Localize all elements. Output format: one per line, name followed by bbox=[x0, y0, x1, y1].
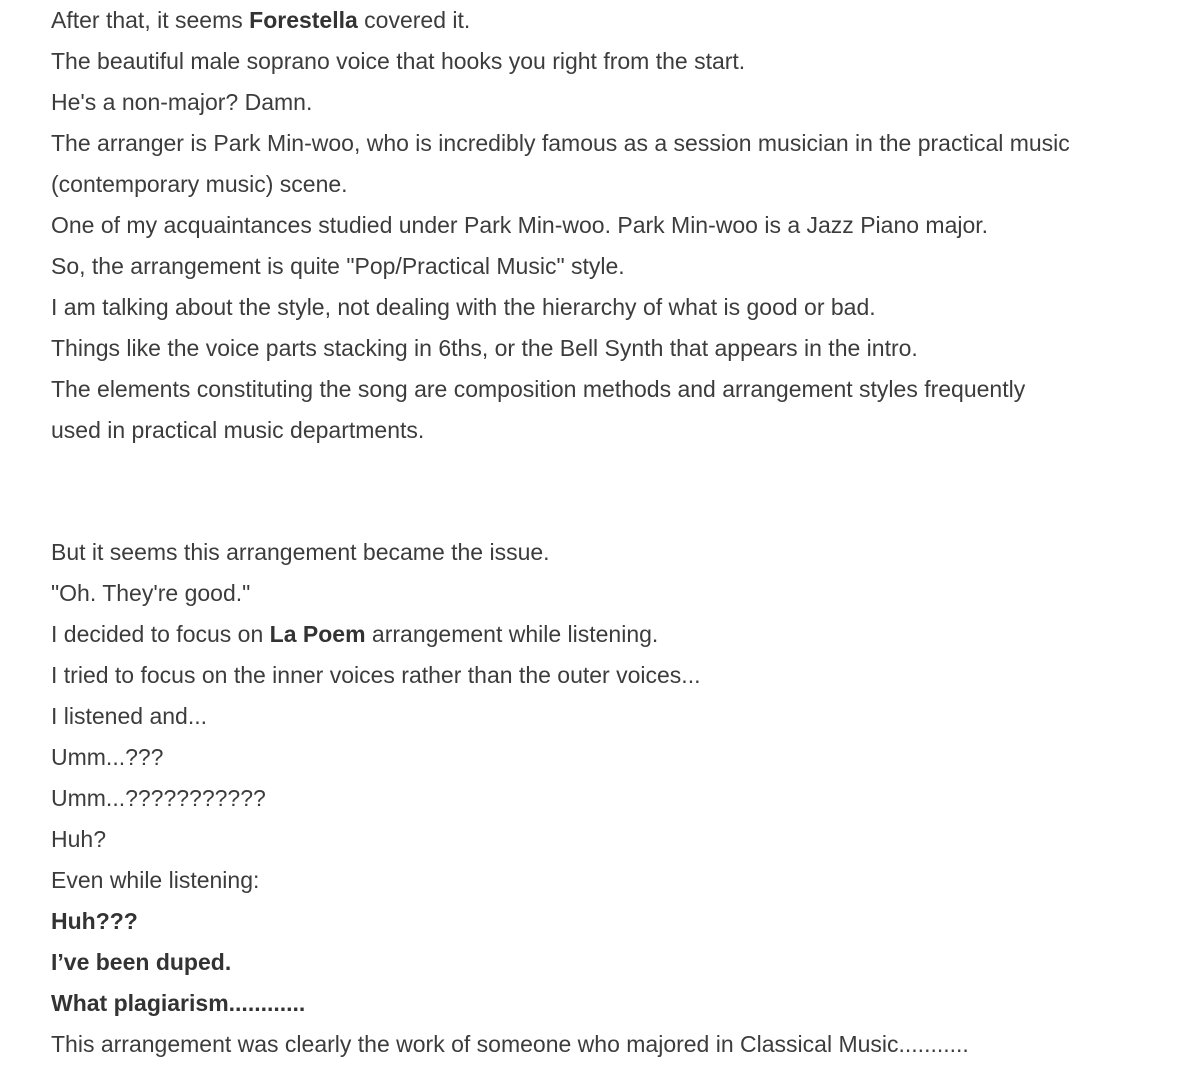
bold-text-line bbox=[51, 983, 1191, 1024]
text-line: The elements constituting the song are composition methods and arrangement styles frequently bbox=[51, 376, 1026, 402]
text-line: The arranger is Park Min-woo, who is incredibly famous as a session musician in the practical music bbox=[51, 130, 1070, 156]
text-line: I am talking about the style, not dealing with the hierarchy of what is good or bad. bbox=[51, 294, 876, 320]
text-line: Umm...??????????? bbox=[51, 785, 266, 811]
text-line: "Oh. They're good." bbox=[51, 580, 251, 606]
text-line: Even while listening: bbox=[51, 867, 260, 893]
text-line: Umm...??? bbox=[51, 744, 164, 770]
text-line: He's a non-major? Damn. bbox=[51, 89, 313, 115]
text-line: But it seems this arrangement became the issue. bbox=[51, 539, 550, 565]
text-line: (contemporary music) scene. bbox=[51, 171, 348, 197]
text-line bbox=[51, 0, 1191, 41]
text-segment: arrangement while listening. bbox=[365, 621, 659, 647]
text-line: Things like the voice parts stacking in 6ths, or the Bell Synth that appears in the intro. bbox=[51, 335, 918, 361]
text-segment: After that, it seems bbox=[51, 7, 250, 33]
bold-name-la-poem: La Poem bbox=[269, 621, 366, 647]
paragraph-spacer bbox=[51, 451, 1191, 532]
text-segment: covered it. bbox=[357, 7, 471, 33]
document-body bbox=[51, 0, 1191, 1065]
text-line: This arrangement was clearly the work of someone who majored in Classical Music........... bbox=[51, 1031, 969, 1057]
bold-text-line bbox=[51, 901, 1191, 942]
bold-name-forestella: Forestella bbox=[249, 7, 358, 33]
text-line: Huh? bbox=[51, 826, 106, 852]
bold-text: Huh??? bbox=[51, 908, 138, 934]
text-line: The beautiful male soprano voice that hooks you right from the start. bbox=[51, 48, 746, 74]
text-line: I listened and... bbox=[51, 703, 207, 729]
text-line: I tried to focus on the inner voices rather than the outer voices... bbox=[51, 662, 701, 688]
text-line: So, the arrangement is quite "Pop/Practical Music" style. bbox=[51, 253, 625, 279]
text-line: One of my acquaintances studied under Park Min-woo. Park Min-woo is a Jazz Piano major. bbox=[51, 212, 989, 238]
text-segment: I decided to focus on bbox=[51, 621, 270, 647]
bold-text: What plagiarism............ bbox=[51, 990, 306, 1016]
text-line: used in practical music departments. bbox=[51, 417, 425, 443]
bold-text-line bbox=[51, 942, 1191, 983]
text-line bbox=[51, 614, 1191, 655]
bold-text: I’ve been duped. bbox=[51, 949, 232, 975]
